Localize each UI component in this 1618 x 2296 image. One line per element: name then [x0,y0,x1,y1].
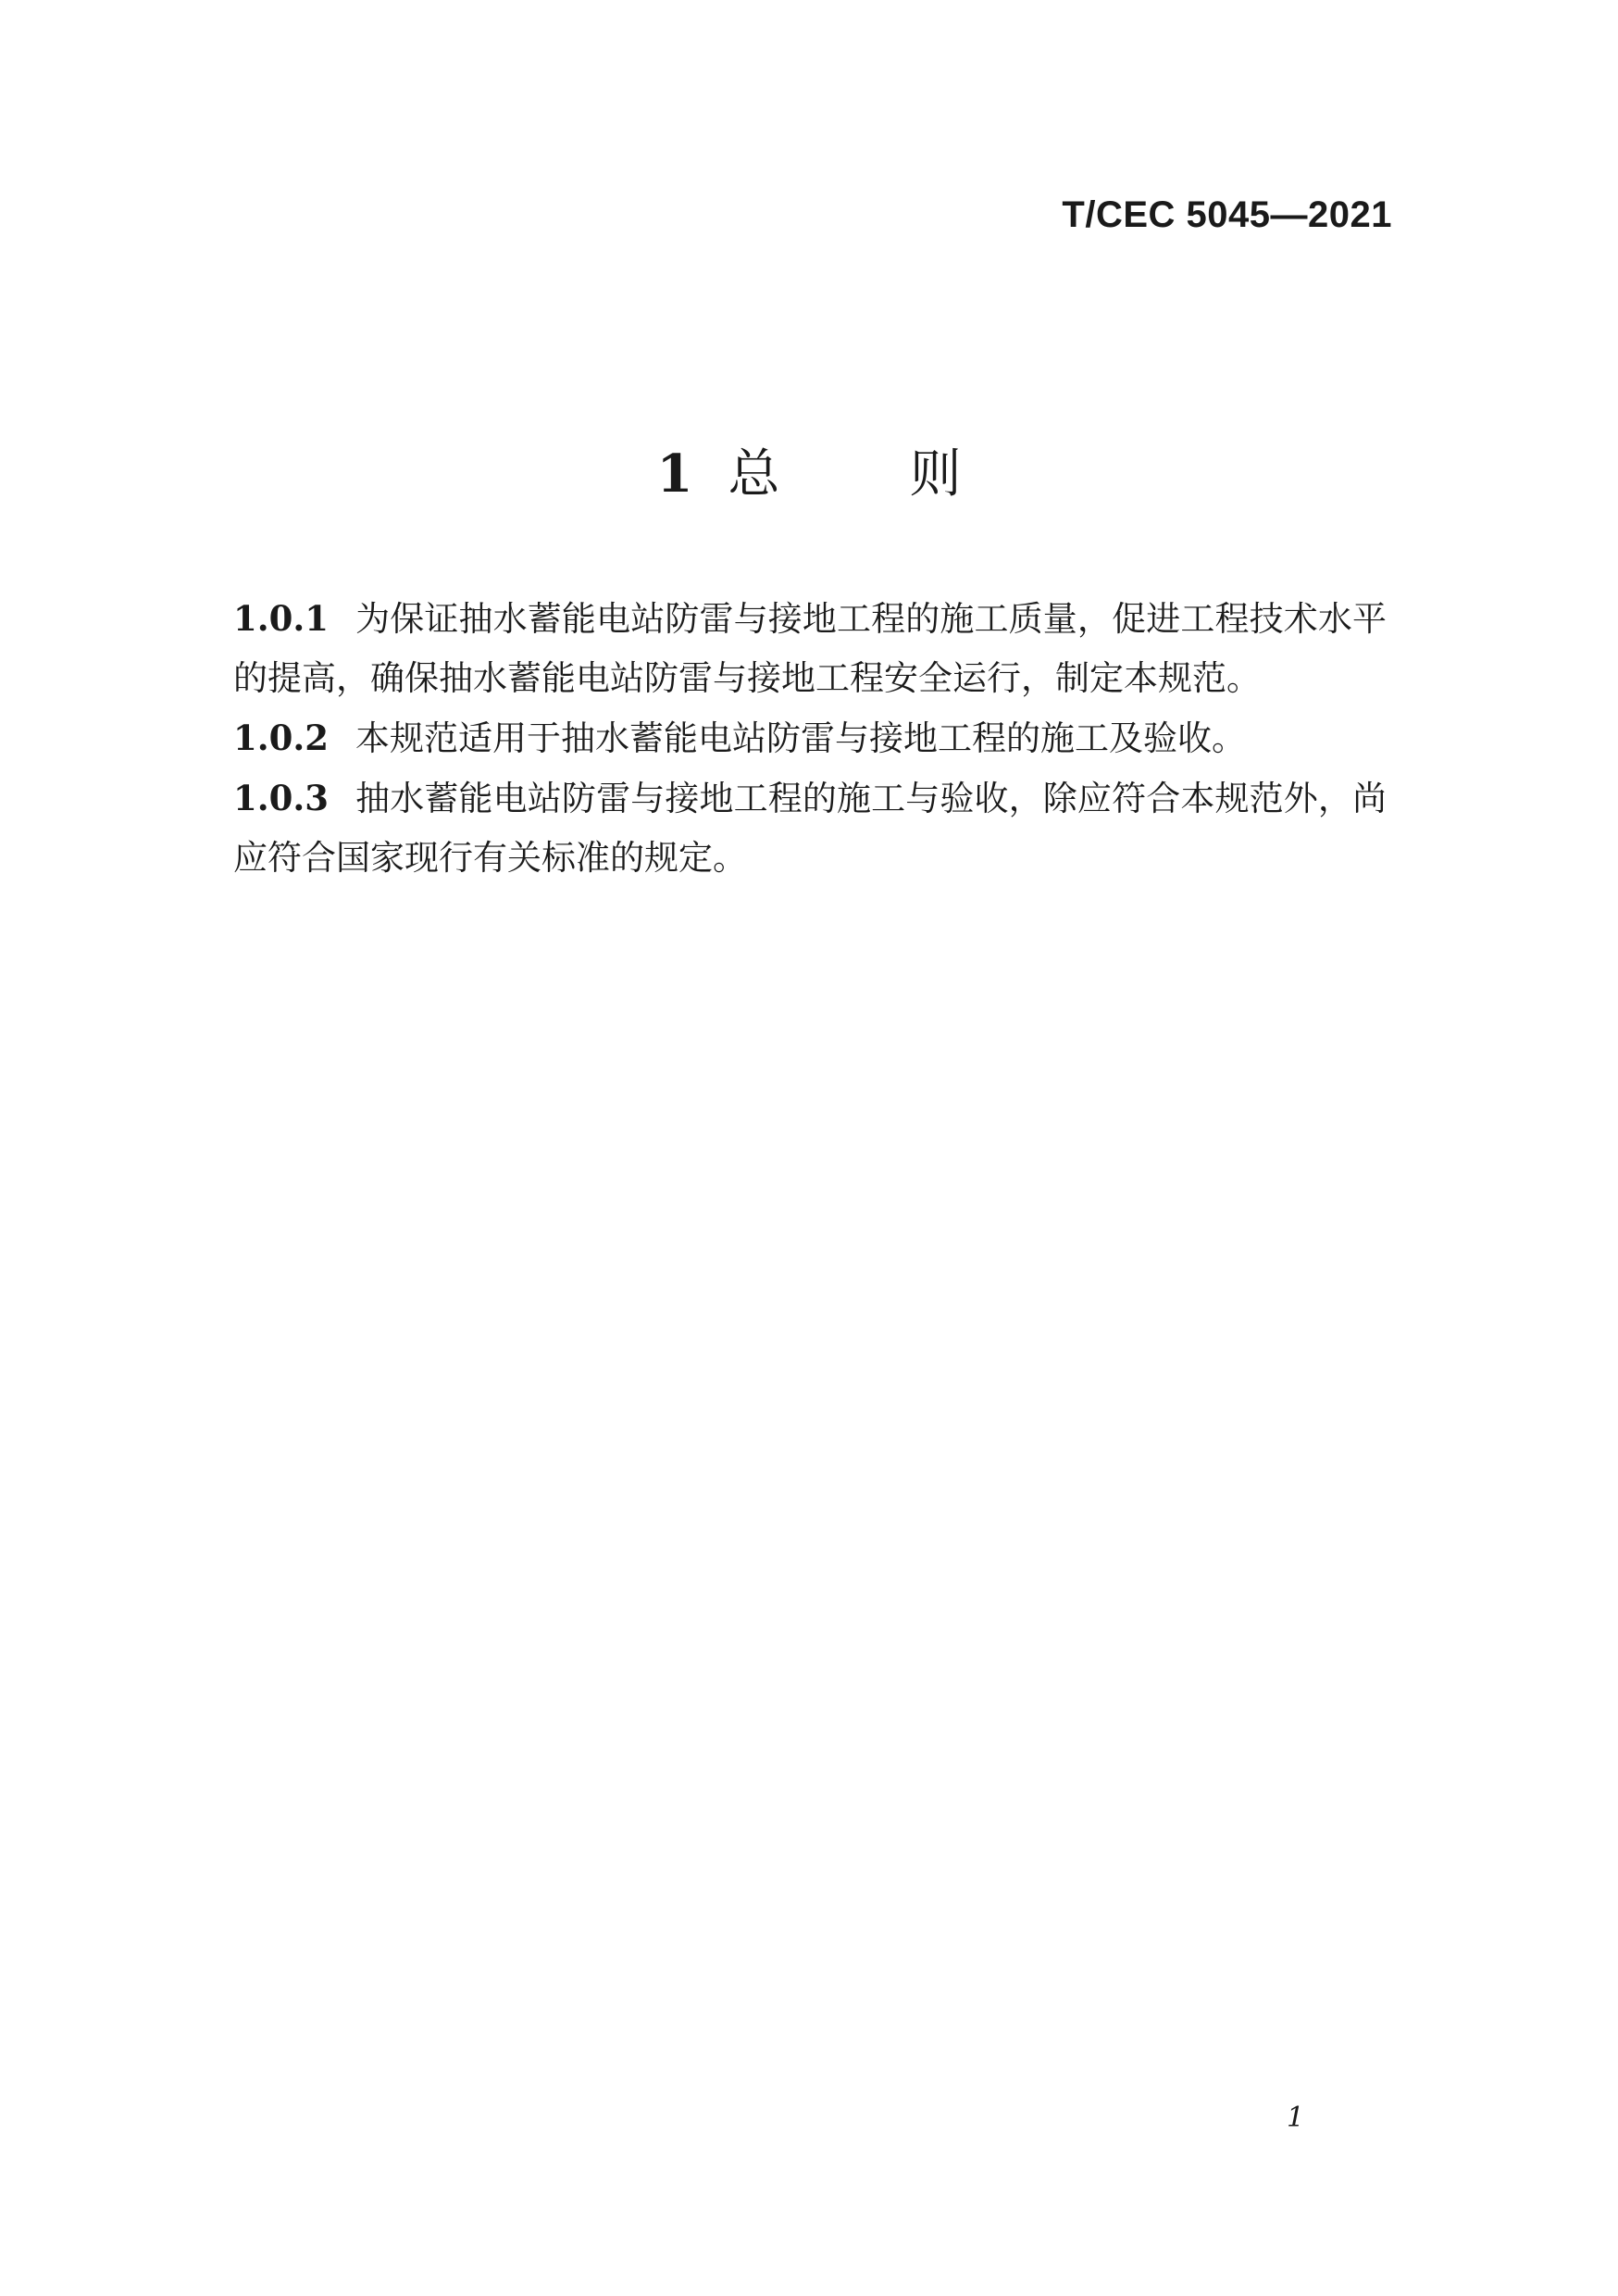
standard-code: T/CEC 5045—2021 [1062,194,1392,235]
clause-text: 为保证抽水蓄能电站防雷与接地工程的施工质量，促进工程技术水平的提高，确保抽水蓄能电站防雷与接地工程安全运行，制定本规范。 [233,599,1387,698]
chapter-number: 1 [656,443,693,505]
clause-1-0-1 [233,589,1387,708]
clause-1-0-2 [233,708,1387,768]
clause-text: 抽水蓄能电站防雷与接地工程的施工与验收，除应符合本规范外，尚应符合国家现行有关标准的规定。 [233,779,1387,878]
chapter-title [0,433,1618,507]
page-number: 1 [1287,2102,1342,2134]
clause-number: 1.0.2 [233,718,329,758]
clause-number: 1.0.3 [233,778,329,818]
clause-text: 本规范适用于抽水蓄能电站防雷与接地工程的施工及验收。 [355,718,1246,758]
chapter-heading: 总则 [728,444,1091,505]
clause-list [233,589,1387,888]
clause-1-0-3 [233,768,1387,888]
clause-number: 1.0.1 [233,598,329,639]
